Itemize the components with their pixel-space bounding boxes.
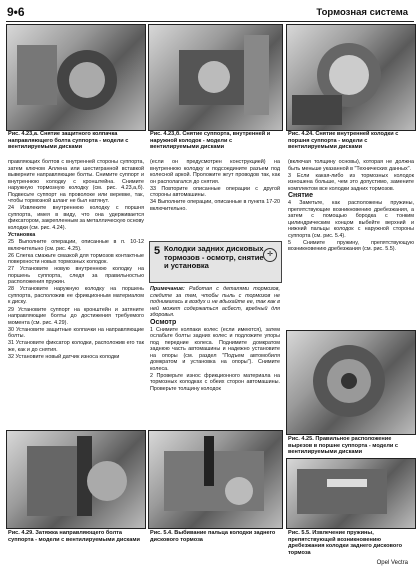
- crosshair-icon: ✛: [263, 248, 277, 262]
- paragraph: 29 Установите суппорт на кронштейн и затяните направляющие болты до достижения требуемого момента (см. рис. 4.29).: [8, 306, 144, 326]
- paragraph: 33 Повторите описанные операции с другой стороны автомашины.: [150, 185, 280, 199]
- photo-fig-5-5: [286, 458, 416, 529]
- text-column-2-lower: [150, 286, 280, 393]
- chapter-title: Тормозная система: [316, 7, 408, 18]
- paragraph: 27 Установите новую внутреннюю колодку на поршень суппорта, следя за правильностью расположения пружин.: [8, 266, 144, 286]
- paragraph: 32 Установите новый датчик износа колодки: [8, 353, 120, 360]
- caption-fig-4-23b: Рис. 4.23,б. Снятие суппорта, внутренней и наружной колодок - модели с вентилируемыми дисками: [150, 131, 271, 151]
- caption-fig-4-29: Рис. 4.29. Затяжка направляющего болта суппорта - модели с вентилируемыми дисками: [8, 530, 140, 543]
- subheading-inspect: Осмотр: [150, 318, 177, 326]
- paragraph: 5 Снимите пружину, препятствующую возникновению дребезжания (см. рис. 5.5).: [288, 239, 414, 253]
- paragraph: 26 Слегка смажьте смазкой для тормозов контактные поверхности новых тормозных колодок.: [8, 252, 144, 266]
- paragraph: 30 Установите защитные колпачки на направляющие болты.: [8, 326, 144, 340]
- caption-fig-4-23a: Рис. 4.23,а. Снятие защитного колпачка направляющего болта суппорта - модели с вентилируемыми дисками: [8, 131, 129, 151]
- paragraph: 2 Проверьте износ фрикционного материала на тормозных колодках с обеих сторон автомашины. Проверьте толщину колодок: [150, 372, 280, 392]
- section-5-heading-box: [149, 241, 282, 283]
- paragraph: 34 Выполните операции, описанные в пункта 17-20 включительно.: [150, 199, 280, 212]
- photo-fig-4-29: [6, 430, 146, 529]
- paragraph: 25 Выполните операции, описанные в п. 10-12 включительно (см. рис. 4.25).: [8, 239, 144, 252]
- caption-fig-4-24: Рис. 4.24. Снятие внутренней колодки с поршня суппорта - модели с вентилируемыми дисками: [288, 131, 399, 151]
- photo-fig-4-25: [286, 330, 416, 435]
- paragraph: 28 Установите наружную колодку на поршень суппорта, расположив ее фрикционным материалом к диску.: [8, 286, 144, 306]
- subheading-install: Установка: [8, 232, 36, 239]
- page-number: 9•6: [7, 5, 25, 19]
- photo-fig-4-23b: [148, 24, 283, 131]
- text-column-2: [150, 159, 280, 213]
- paragraph: правляющих болтов с внутренней стороны суппорта, затем ключом Аллена или шестигранной вставкой выверните направляющие болты. Снимите суппорт и внутреннюю колодку с кронштейна. Снимите наружную тормозную колодку (см. рис. 4.23,а,б). Подвесьте суппорт на проволоке или веревке, так, чтобы тормозной шланг не был натянут.: [8, 159, 144, 204]
- photo-fig-4-23a: [6, 24, 146, 131]
- text-column-3: [288, 159, 414, 253]
- note-label: Примечание:: [150, 286, 185, 292]
- footer-book-title: Opel Vectra: [376, 560, 408, 566]
- paragraph: 3 Если какая-либо из тормозных колодок изношена больше, чем это допустимо, замените комплектом все колодки задних тормозов.: [288, 172, 414, 192]
- paragraph: 1 Снимите колпаки колес (если имеются), затем ослабьте болты задних колес и подложите упоры под передние колеса. Поднимите домкратом заднюю часть автомашины и надежно установите на опоры (см. раздел "Подъем автомобиля домкратом и установка на опоры"). Снимите колеса.: [150, 326, 280, 372]
- photo-fig-4-24: [286, 24, 416, 131]
- section-number: 5: [154, 245, 161, 257]
- paragraph: 24 Извлеките внутреннюю колодку с поршня суппорта, имея в виду, что она удерживается фиксатором, закрепленным за металлическую основу колодки (см. рис. 4.24).: [8, 205, 144, 231]
- photo-fig-5-4: [148, 430, 283, 529]
- subheading-remove: Снятие: [288, 192, 313, 200]
- caption-fig-4-25: Рис. 4.25. Правильное расположение вырезов в поршне суппорта - модели с вентилируемыми дисками: [288, 436, 398, 456]
- paragraph: (включая толщину основы), которая не должна быть меньше указанной в "Технических данных".: [288, 159, 414, 172]
- paragraph: 31 Установите фиксатор колодки, расположив его так же, как и до снятия.: [8, 340, 144, 353]
- paragraph: 4 Заметьте, как расположены пружины, препятствующие возникновению дребезжания, а затем с помощью бородка с тонким цилиндрическим концом выбейте верхний и нижний пальцы колодок с наружной стороны суппорта (см. рис. 5.4).: [288, 200, 414, 239]
- caption-fig-5-4: Рис. 5.4. Выбивание пальца колодки заднего дискового тормоза: [150, 530, 276, 543]
- section-title: Колодки задних дисковых тормозов - осмотр, снятие и установка: [164, 244, 264, 271]
- note-text: Работая с деталями тормозов, следите за тем, чтобы пыль с тормозов не поднималась в воздух и не вдыхайте ее, так как в ней может содержаться асбест, вредный для здоровья.: [150, 286, 280, 318]
- paragraph: (если он предусмотрен конструкцией) на внутреннюю колодку и подсоедините разъем под колесной аркой. Проложите жгут проводов так, как он располагался до снятия.: [150, 159, 280, 185]
- text-column-1: [8, 159, 144, 361]
- caption-fig-5-5: Рис. 5.5. Извлечение пружины, препятствующей возникновению дребезжания колодки заднего дискового тормоза: [288, 530, 403, 556]
